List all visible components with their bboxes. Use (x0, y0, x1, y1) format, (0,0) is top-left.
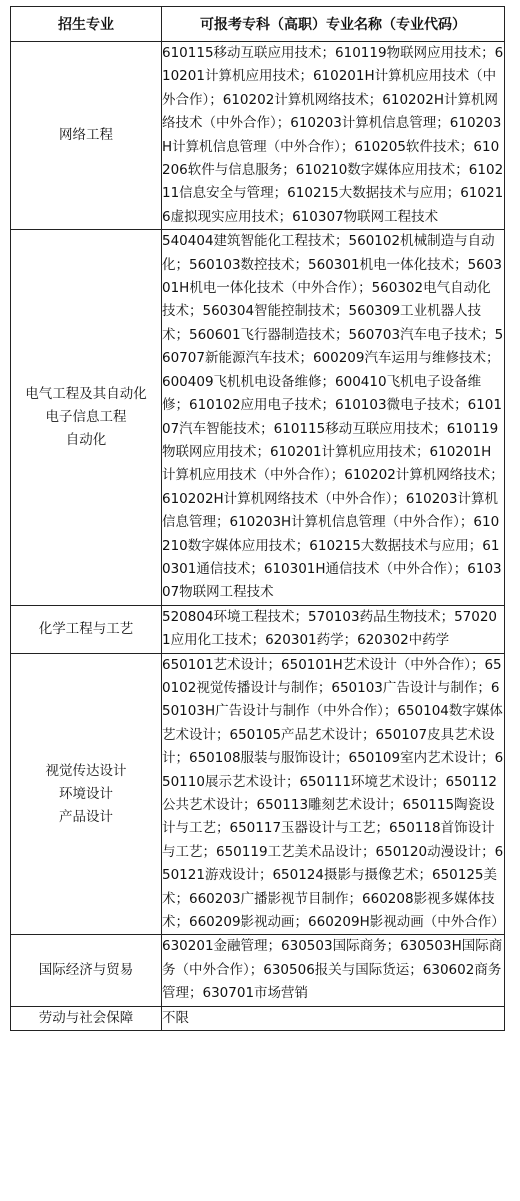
major-name: 国际经济与贸易 (38, 962, 134, 979)
header-major: 招生专业 (11, 7, 162, 42)
major-cell (11, 230, 162, 606)
codes-cell: 630201金融管理；630503国际商务；630503H国际商务（中外合作）；630506报关与国际货运；630602商务管理；630701市场营销 (162, 935, 505, 1006)
table-row (11, 935, 505, 1006)
table-header-row (11, 7, 505, 42)
major-name: 电气工程及其自动化 (25, 386, 147, 402)
major-name: 电子信息工程 (45, 409, 127, 425)
major-name: 劳动与社会保障 (38, 1009, 134, 1026)
codes-cell: 610115移动互联应用技术；610119物联网应用技术；610201计算机应用技术；610201H计算机应用技术（中外合作）；610202计算机网络技术；610202H计算机网络技术（中外合作）；610203计算机信息管理；610203H计算机信息管理（中外合作）；610205软件技术；610206软件与信息服务；610210数字媒体应用技术；610211信息安全与管理；610215大数据技术与应用；610216虚拟现实应用技术；610307物联网工程技术 (162, 42, 505, 230)
major-name: 化学工程与工艺 (38, 620, 134, 637)
major-cell (11, 605, 162, 653)
major-cell (11, 1006, 162, 1030)
codes-cell: 520804环境工程技术；570103药品生物技术；570201应用化工技术；620301药学；620302中药学 (162, 605, 505, 653)
major-name: 环境设计 (59, 785, 113, 802)
major-name: 产品设计 (59, 808, 113, 825)
table-row (11, 605, 505, 653)
major-cell (11, 42, 162, 230)
table-row (11, 230, 505, 606)
major-cell (11, 935, 162, 1006)
codes-cell: 650101艺术设计；650101H艺术设计（中外合作）；650102视觉传播设计与制作；650103广告设计与制作；650103H广告设计与制作（中外合作）；650104数字媒体艺术设计；650105产品艺术设计；650107皮具艺术设计；650108服装与服饰设计；650109室内艺术设计；650110展示艺术设计；650111环境艺术设计；650112公共艺术设计；650113雕刻艺术设计；650115陶瓷设计与工艺；650117玉器设计与工艺；650118首饰设计与工艺；650119工艺美术品设计；650120动漫设计；650121游戏设计；650124摄影与摄像艺术；650125美术；660203广播影视节目制作；660208影视多媒体技术；660209影视动画；660209H影视动画（中外合作） (162, 653, 505, 935)
header-eligible-codes: 可报考专科（高职）专业名称（专业代码） (162, 7, 505, 42)
table-row (11, 42, 505, 230)
major-name: 自动化 (65, 432, 107, 448)
major-name: 视觉传达设计 (45, 762, 127, 779)
codes-cell: 540404建筑智能化工程技术；560102机械制造与自动化；560103数控技术；560301机电一体化技术；560301H机电一体化技术（中外合作）；560302电气自动化技术；560304智能控制技术；560309工业机器人技术；560601飞行器制造技术；560703汽车电子技术；560707新能源汽车技术；600209汽车运用与维修技术；600409飞机机电设备维修；600410飞机电子设备维修；610102应用电子技术；610103微电子技术；610107汽车智能技术；610115移动互联应用技术；610119物联网应用技术；610201计算机应用技术；610201H计算机应用技术（中外合作）；610202计算机网络技术；610202H计算机网络技术（中外合作）；610203计算机信息管理；610203H计算机信息管理（中外合作）；610210数字媒体应用技术；610215大数据技术与应用；610301通信技术；610301H通信技术（中外合作）；610307物联网工程技术 (162, 230, 505, 606)
codes-cell: 不限 (162, 1006, 505, 1030)
table-row (11, 1006, 505, 1030)
major-name: 网络工程 (59, 127, 113, 144)
major-cell (11, 653, 162, 935)
majors-table (10, 6, 505, 1031)
table-row (11, 653, 505, 935)
